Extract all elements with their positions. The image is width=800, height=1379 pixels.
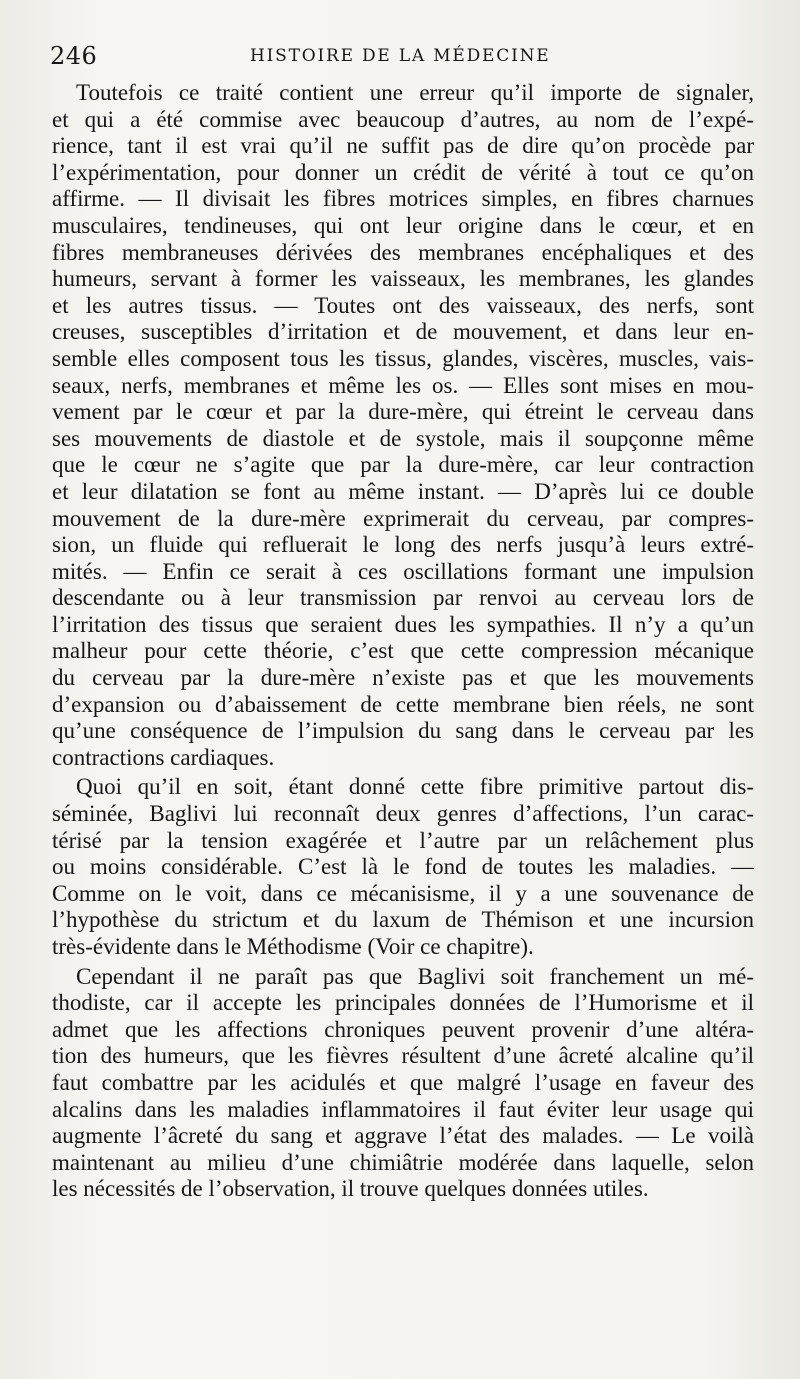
text-line: et les autres tissus. — Toutes ont des vaisseaux, des nerfs, sont	[52, 292, 754, 318]
text-line: admet que les affections chroniques peuvent provenir d’une altéra-	[52, 1016, 754, 1042]
text-line: musculaires, tendineuses, qui ont leur origine dans le cœur, et en	[52, 212, 754, 238]
text-line: térisé par la tension exagérée et l’autre par un relâchement plus	[52, 827, 754, 853]
text-line: Toutefois ce traité contient une erreur qu’il importe de signaler,	[76, 80, 754, 105]
text-line: ou moins considérable. C’est là le fond de toutes les maladies. —	[52, 854, 754, 880]
text-line: du cerveau par la dure-mère n’existe pas et que les mouvements	[52, 665, 754, 691]
text-line: d’expansion ou d’abaissement de cette membrane bien réels, ne sont	[52, 691, 754, 717]
paragraph	[52, 774, 754, 960]
text-line: seaux, nerfs, membranes et même les os. — Elles sont mises en mou-	[52, 372, 754, 398]
text-line: fibres membraneuses dérivées des membranes encéphaliques et des	[52, 239, 754, 265]
paragraph	[52, 80, 754, 771]
text-line: les nécessités de l’observation, il trouve quelques données utiles.	[52, 1176, 649, 1202]
text-line: tion des humeurs, que les fièvres résultent d’une âcreté alcaline qu’il	[52, 1043, 754, 1069]
text-line: faut combattre par les acidulés et que malgré l’usage en faveur des	[52, 1069, 754, 1095]
text-line: que le cœur ne s’agite que par la dure-mère, car leur contraction	[52, 452, 754, 478]
text-line: l’expérimentation, pour donner un crédit de vérité à tout ce qu’on	[52, 159, 754, 185]
text-line: thodiste, car il accepte les principales données de l’Humorisme et il	[52, 990, 754, 1016]
text-line: l’hypothèse du strictum et du laxum de Thémison et une incursion	[52, 907, 754, 933]
text-line: humeurs, servant à former les vaisseaux, les membranes, les glandes	[52, 266, 754, 292]
text-line: Quoi qu’il en soit, étant donné cette fibre primitive partout dis-	[76, 774, 754, 800]
text-line: ses mouvements de diastole et de systole, mais il soupçonne même	[52, 425, 754, 451]
page-number: 246	[50, 42, 98, 70]
text-line: et leur dilatation se font au même instant. — D’après lui ce double	[52, 478, 754, 504]
text-line: semble elles composent tous les tissus, glandes, viscères, muscles, vais-	[52, 345, 754, 371]
paragraph	[52, 964, 754, 1203]
text-line: alcalins dans les maladies inflammatoires il faut éviter leur usage qui	[52, 1096, 754, 1122]
body-text	[52, 80, 754, 1203]
text-line: mouvement de la dure-mère exprimerait du cerveau, par compres-	[52, 505, 754, 531]
text-line: contractions cardiaques.	[52, 744, 275, 770]
text-line: Comme on le voit, dans ce mécanisisme, il y a une souvenance de	[52, 880, 754, 906]
page-header	[50, 40, 752, 74]
text-line: descendante ou à leur transmission par renvoi au cerveau lors de	[52, 585, 754, 611]
text-line: rience, tant il est vrai qu’il ne suffit pas de dire qu’on procède par	[52, 133, 754, 159]
text-line: Cependant il ne paraît pas que Baglivi soit franchement un mé-	[76, 963, 754, 989]
text-line: affirme. — Il divisait les fibres motrices simples, en fibres charnues	[52, 186, 754, 212]
text-line: qu’une conséquence de l’impulsion du sang dans le cerveau par les	[52, 718, 754, 744]
text-line: malheur pour cette théorie, c’est que cette compression mécanique	[52, 638, 754, 664]
text-line: sion, un fluide qui refluerait le long des nerfs jusqu’à leurs extré-	[52, 532, 754, 558]
text-line: creuses, susceptibles d’irritation et de mouvement, et dans leur en-	[52, 319, 754, 345]
text-line: et qui a été commise avec beaucoup d’autres, au nom de l’expé-	[52, 106, 754, 132]
text-line: augmente l’âcreté du sang et aggrave l’état des malades. — Le voilà	[52, 1123, 754, 1149]
running-title: HISTOIRE DE LA MÉDECINE	[250, 46, 551, 66]
text-line: maintenant au milieu d’une chimiâtrie modérée dans laquelle, selon	[52, 1149, 754, 1175]
text-line: vement par le cœur et par la dure-mère, qui étreint le cerveau dans	[52, 399, 754, 425]
text-line: mités. — Enfin ce serait à ces oscillations formant une impulsion	[52, 558, 754, 584]
text-line: l’irritation des tissus que seraient dues les sympathies. Il n’y a qu’un	[52, 611, 754, 637]
text-line: séminée, Baglivi lui reconnaît deux genres d’affections, l’un carac-	[52, 801, 754, 827]
text-line: très-évidente dans le Méthodisme (Voir ce chapitre).	[52, 934, 534, 959]
